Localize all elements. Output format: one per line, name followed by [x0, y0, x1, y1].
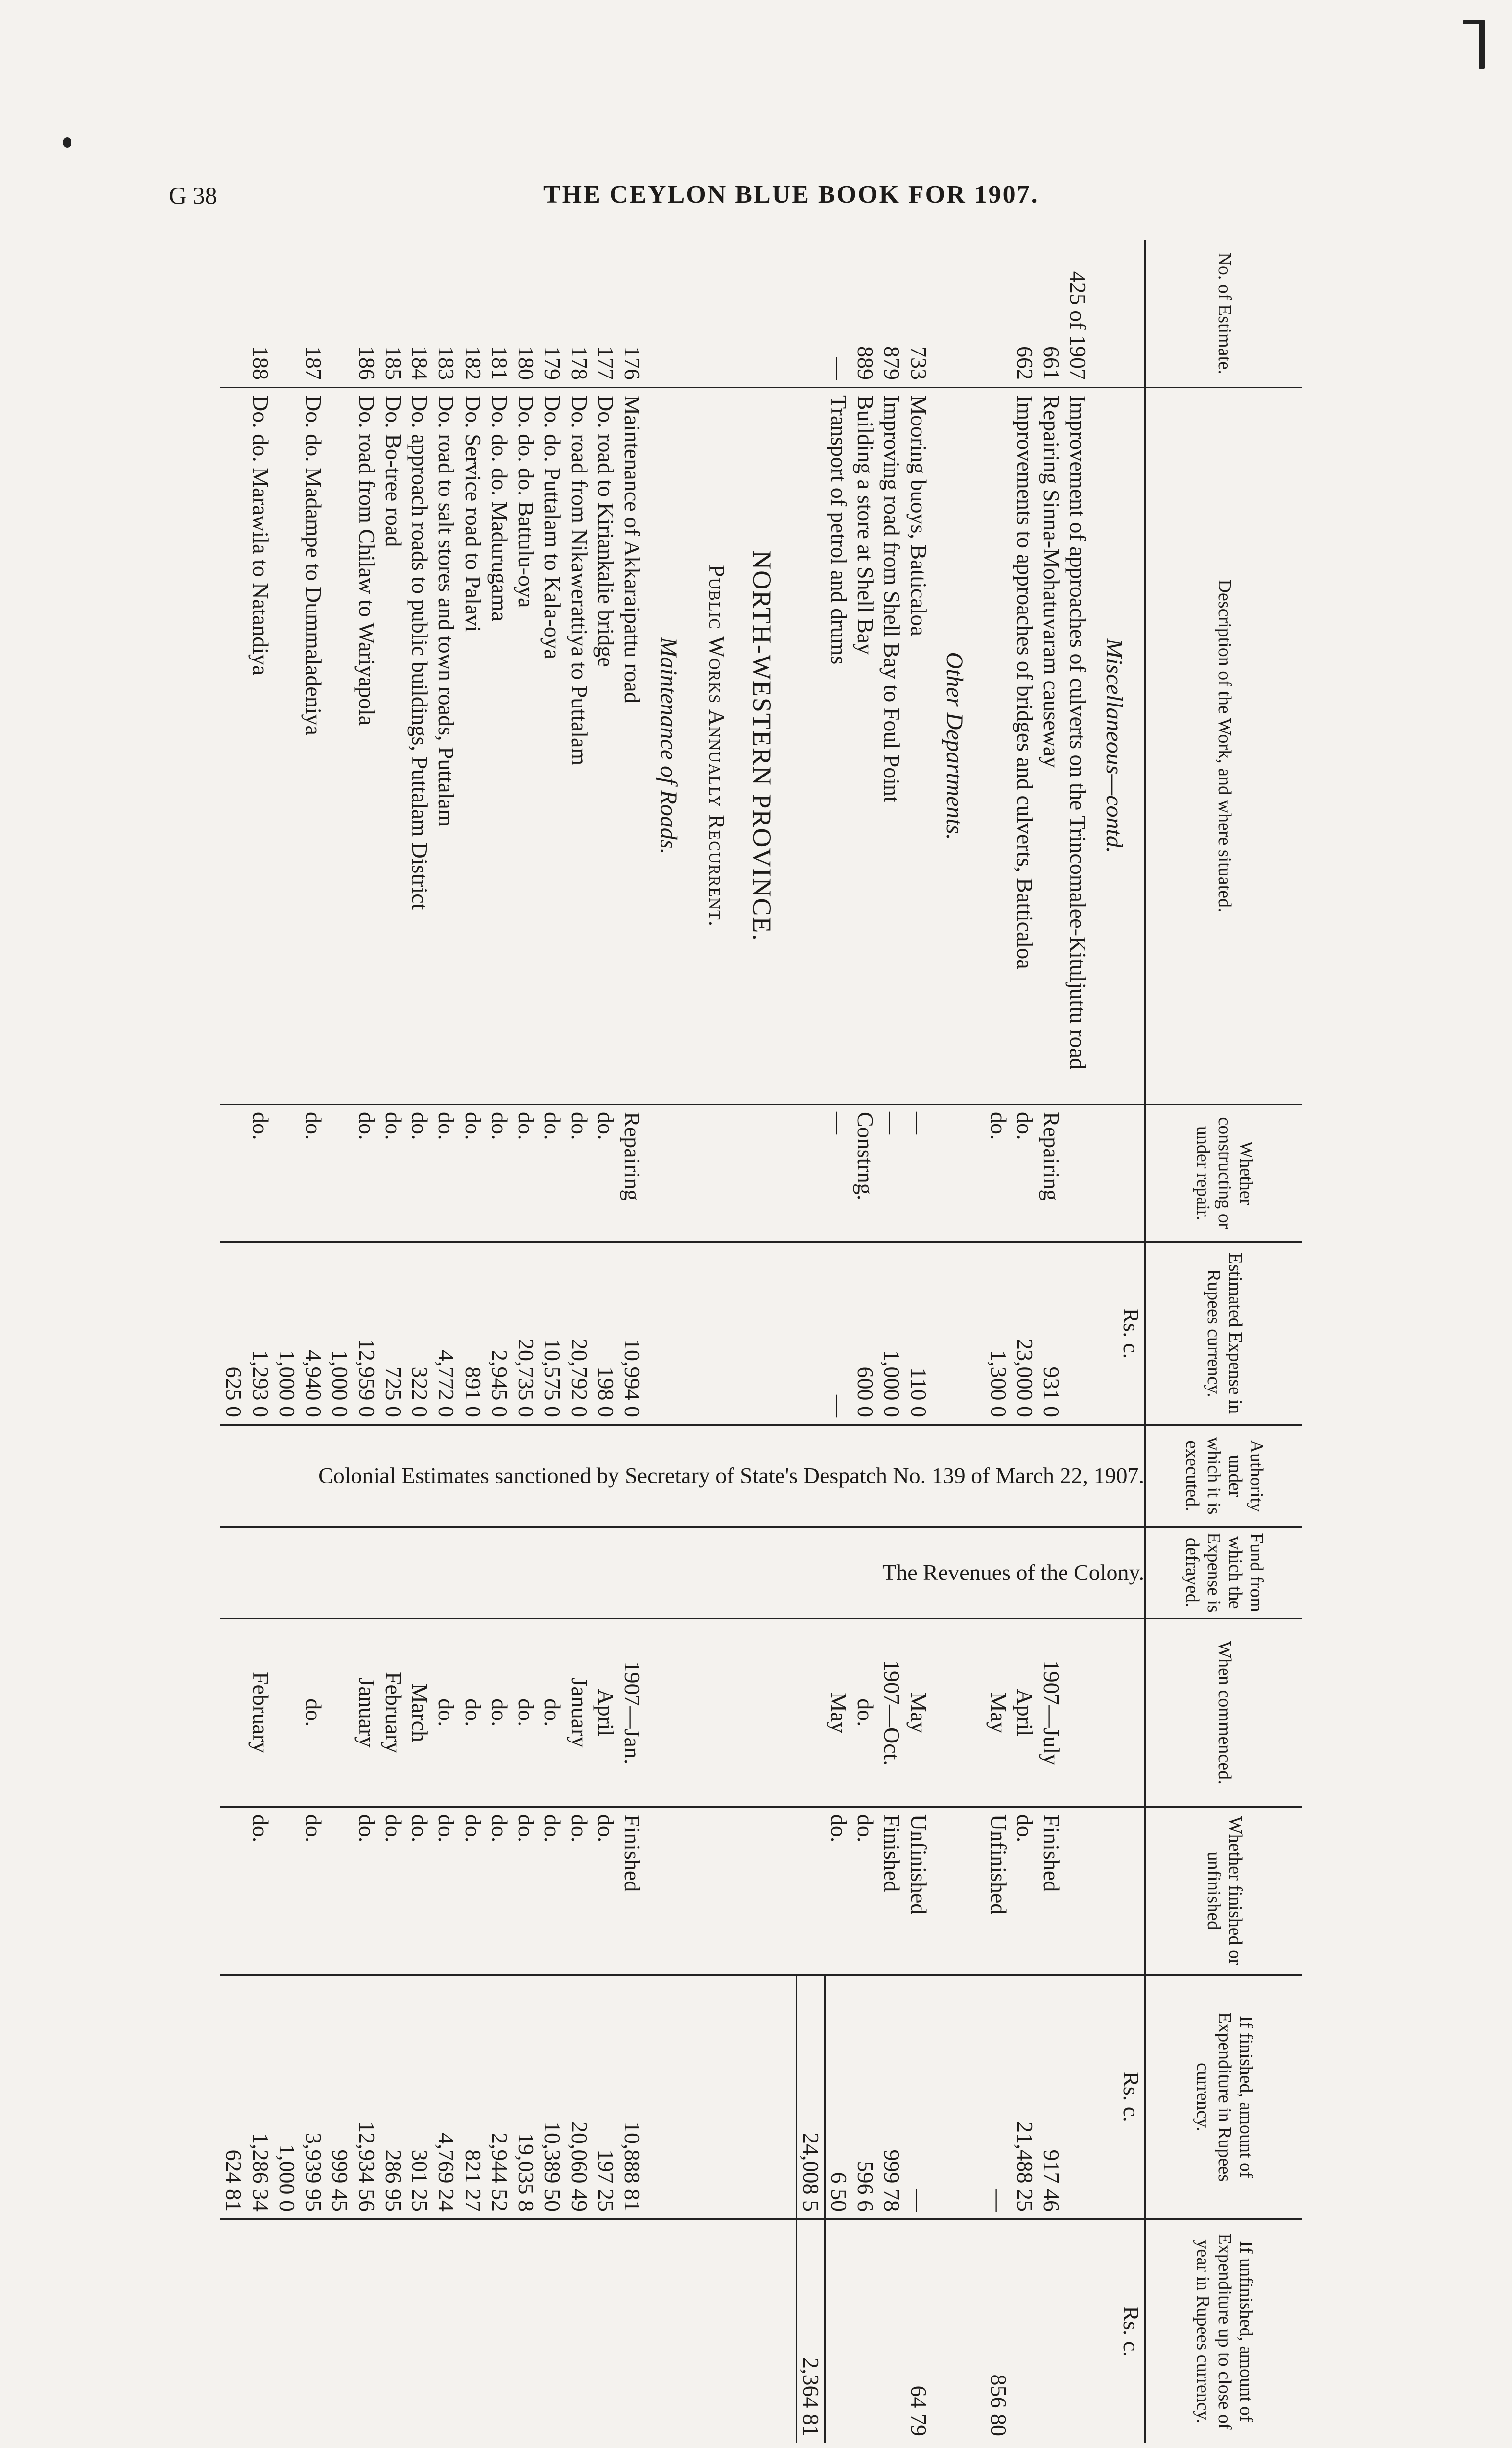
finished-status: Finished — [1038, 1807, 1064, 1975]
page-title: THE CEYLON BLUE BOOK FOR 1907. — [543, 181, 1039, 209]
table-row — [513, 240, 539, 2443]
estimate-number: 181 — [487, 346, 512, 380]
unfinished-amount — [878, 2219, 905, 2443]
finished-status: do. — [592, 1807, 619, 1975]
unfinished-amount — [539, 2219, 566, 2443]
repair-status: do. — [406, 1105, 433, 1242]
section-row — [645, 240, 699, 2443]
repair-status: do. — [592, 1105, 619, 1242]
finished-status: do. — [247, 1807, 273, 1975]
estimate-number: 188 — [248, 346, 273, 380]
ink-mark — [1479, 20, 1485, 69]
repair-status — [220, 1105, 247, 1242]
table-row — [247, 240, 273, 2443]
finished-status: do. — [852, 1807, 878, 1975]
estimated-expense — [1064, 1242, 1091, 1425]
commenced-date: do. — [433, 1619, 459, 1807]
finished-amount: 301 25 — [406, 1975, 433, 2219]
estimate-number: 180 — [514, 346, 539, 380]
finished-status: do. — [300, 1807, 327, 1975]
authority-cell — [220, 1425, 1145, 1527]
currency-label-est: Rs. c. — [1091, 1242, 1145, 1425]
finished-amount: 1,286 34 — [247, 1975, 273, 2219]
section-province: NORTH-WESTERN PROVINCE. — [737, 388, 797, 1105]
repair-status: — — [905, 1105, 931, 1242]
estimate-number: 179 — [540, 346, 566, 380]
finished-status: do. — [539, 1807, 566, 1975]
commenced-date: do. — [300, 1619, 327, 1807]
unfinished-amount — [327, 2219, 353, 2443]
spacer-cell — [737, 1975, 797, 2219]
work-description: Improvement of approaches of culverts on the Trincomalee-Kituljuttu road — [1064, 388, 1091, 1105]
work-description: Do. approach roads to public buildings, Puttalam District — [406, 388, 433, 1105]
finished-amount: 6 50 — [825, 1975, 852, 2219]
finished-amount: 12,934 56 — [353, 1975, 379, 2219]
section-row — [699, 240, 737, 2443]
spacer-cell — [737, 1619, 797, 1807]
spacer-cell — [699, 1242, 737, 1425]
table-row — [592, 240, 619, 2443]
col-header-description: Description of the Work, and where situated. — [1145, 388, 1303, 1105]
estimated-expense: 20,792 0 — [566, 1242, 592, 1425]
spacer-cell — [797, 240, 825, 388]
table-row — [1012, 240, 1038, 2443]
section-misc: Miscellaneous—contd. — [1091, 388, 1145, 1105]
estimated-expense: 600 0 — [852, 1242, 878, 1425]
finished-status: do. — [406, 1807, 433, 1975]
spacer-cell — [737, 2219, 797, 2443]
estimated-expense: 2,945 0 — [486, 1242, 513, 1425]
commenced-date: April — [592, 1619, 619, 1807]
unfinished-total: 2,364 81 — [797, 2219, 825, 2443]
estimate-number: 184 — [407, 346, 433, 380]
authority-text: Colonial Estimates sanctioned by Secretary of State's Despatch No. 139 of March 22, 1907. — [318, 1463, 1144, 1488]
finished-status — [1064, 1807, 1091, 1975]
work-description — [220, 388, 247, 1105]
estimated-expense: 1,300 0 — [985, 1242, 1011, 1425]
unfinished-amount — [274, 2219, 300, 2443]
estimate-number: 182 — [460, 346, 486, 380]
estimate-number — [327, 240, 353, 388]
repair-status — [1064, 1105, 1091, 1242]
table-row — [486, 240, 513, 2443]
work-description: Building a store at Shell Bay — [852, 388, 878, 1105]
commenced-date — [327, 1619, 353, 1807]
spacer-cell — [737, 1807, 797, 1975]
repair-status — [327, 1105, 353, 1242]
estimate-number: 425 of 1907 — [1065, 271, 1091, 380]
finished-amount: 821 27 — [459, 1975, 486, 2219]
table-row — [825, 240, 852, 2443]
work-description: Do. do. Puttalam to Kala-oya — [539, 388, 566, 1105]
table-row — [1064, 240, 1091, 2443]
col-header-authority: Authority under which it is executed. — [1145, 1425, 1303, 1527]
finished-amount: 20,060 49 — [566, 1975, 592, 2219]
finished-amount: 10,389 50 — [539, 1975, 566, 2219]
unfinished-amount — [852, 2219, 878, 2443]
col-header-constructing: Whether constructing or under repair. — [1145, 1105, 1303, 1242]
col-header-fund: Fund from which the Expense is defrayed. — [1145, 1527, 1303, 1618]
work-description: Do. road to salt stores and town roads, Puttalam — [433, 388, 459, 1105]
section-recurrent: Public Works Annually Recurrent. — [699, 388, 737, 1105]
spacer-cell — [797, 1242, 825, 1425]
unfinished-amount — [1064, 2219, 1091, 2443]
commenced-date: February — [247, 1619, 273, 1807]
work-description: Transport of petrol and drums — [825, 388, 852, 1105]
finished-amount: 4,769 24 — [433, 1975, 459, 2219]
spacer-cell — [699, 1807, 737, 1975]
finished-amount: 999 45 — [327, 1975, 353, 2219]
finished-status: do. — [566, 1807, 592, 1975]
table-row — [433, 240, 459, 2443]
fund-cell — [220, 1527, 1145, 1618]
repair-status: do. — [247, 1105, 273, 1242]
table-header-row — [1145, 240, 1303, 2443]
col-header-commenced: When commenced. — [1145, 1619, 1303, 1807]
unfinished-amount: 856 80 — [985, 2219, 1011, 2443]
unfinished-amount — [619, 2219, 645, 2443]
table-row — [406, 240, 433, 2443]
work-description — [327, 388, 353, 1105]
unfinished-amount — [825, 2219, 852, 2443]
estimate-number: 176 — [620, 346, 645, 380]
work-description: Improving road from Shell Bay to Foul Point — [878, 388, 905, 1105]
col-header-status: Whether finished or unfinished — [1145, 1807, 1303, 1975]
section-roads: Maintenance of Roads. — [645, 388, 699, 1105]
table-row — [459, 240, 486, 2443]
estimated-expense: 4,772 0 — [433, 1242, 459, 1425]
table-row — [539, 240, 566, 2443]
work-description: Do. do. do. Battulu-oya — [513, 388, 539, 1105]
spacer-cell — [737, 240, 797, 388]
spacer-cell — [797, 1807, 825, 1975]
spacer-cell — [645, 1242, 699, 1425]
finished-status — [327, 1807, 353, 1975]
totals-row — [797, 240, 825, 2443]
work-description: Do. do. Madampe to Dummaladeniya — [300, 388, 327, 1105]
repair-status: do. — [353, 1105, 379, 1242]
table-row — [274, 240, 300, 2443]
finished-amount: 596 6 — [852, 1975, 878, 2219]
finished-status: do. — [486, 1807, 513, 1975]
estimate-number: 733 — [906, 346, 931, 380]
estimated-expense: 891 0 — [459, 1242, 486, 1425]
table-row — [300, 240, 327, 2443]
repair-status: do. — [300, 1105, 327, 1242]
finished-amount: 2,944 52 — [486, 1975, 513, 2219]
estimated-expense: 10,994 0 — [619, 1242, 645, 1425]
finished-status: do. — [825, 1807, 852, 1975]
ink-speck — [63, 137, 71, 148]
table-row — [327, 240, 353, 2443]
finished-status: Unfinished — [905, 1807, 931, 1975]
commenced-date — [1064, 1619, 1091, 1807]
repair-status: Repairing — [1038, 1105, 1064, 1242]
table-row — [353, 240, 379, 2443]
commenced-date: 1907—Oct. — [878, 1619, 905, 1807]
estimate-number: 185 — [380, 346, 406, 380]
repair-status: do. — [985, 1105, 1011, 1242]
commenced-date: do. — [513, 1619, 539, 1807]
currency-label-fin: Rs. c. — [1091, 1975, 1145, 2219]
estimated-expense: 110 0 — [905, 1242, 931, 1425]
spacer-cell — [932, 1619, 985, 1807]
unfinished-amount — [486, 2219, 513, 2443]
spacer-cell — [699, 1619, 737, 1807]
repair-status: do. — [433, 1105, 459, 1242]
spacer-cell — [645, 1975, 699, 2219]
estimated-expense: 1,293 0 — [247, 1242, 273, 1425]
commenced-date — [274, 1619, 300, 1807]
commenced-date: May — [905, 1619, 931, 1807]
table-row — [905, 240, 931, 2443]
col-header-estimated: Estimated Expense in Rupees currency. — [1145, 1242, 1303, 1425]
commenced-date: May — [825, 1619, 852, 1807]
finished-amount: 917 46 — [1038, 1975, 1064, 2219]
spacer-cell — [932, 1975, 985, 2219]
repair-status: do. — [486, 1105, 513, 1242]
estimates-table-rotated — [176, 240, 1302, 2443]
unfinished-amount — [406, 2219, 433, 2443]
table-row — [619, 240, 645, 2443]
estimate-number: 186 — [354, 346, 379, 380]
rotated-table-area — [176, 240, 1512, 2436]
commenced-date: do. — [459, 1619, 486, 1807]
finished-amount: 999 78 — [878, 1975, 905, 2219]
fund-text: The Revenues of the Colony. — [882, 1559, 1144, 1585]
currency-label-unfin: Rs. c. — [1091, 2219, 1145, 2443]
unfinished-amount — [247, 2219, 273, 2443]
estimate-number: 889 — [853, 346, 878, 380]
estimated-expense: 931 0 — [1038, 1242, 1064, 1425]
estimates-table — [220, 240, 1302, 2443]
commenced-date: 1907—Jan. — [619, 1619, 645, 1807]
estimated-expense: 625 0 — [220, 1242, 247, 1425]
work-description: Do. Service road to Palavi — [459, 388, 486, 1105]
table-row — [1038, 240, 1064, 2443]
unfinished-amount — [513, 2219, 539, 2443]
finished-status: Finished — [878, 1807, 905, 1975]
estimated-expense: 198 0 — [592, 1242, 619, 1425]
finished-status: do. — [459, 1807, 486, 1975]
repair-status: — — [825, 1105, 852, 1242]
section-row — [932, 240, 985, 2443]
estimated-expense: 322 0 — [406, 1242, 433, 1425]
estimated-expense: 1,000 0 — [274, 1242, 300, 1425]
estimate-number: 879 — [879, 346, 905, 380]
finished-amount: 624 81 — [220, 1975, 247, 2219]
spacer-cell — [699, 240, 737, 388]
finished-status: do. — [1012, 1807, 1038, 1975]
estimate-number — [985, 240, 1011, 388]
section-other: Other Departments. — [932, 388, 985, 1105]
table-row — [985, 240, 1011, 2443]
estimate-number: 662 — [1012, 346, 1038, 380]
repair-status: do. — [566, 1105, 592, 1242]
spacer-cell — [645, 240, 699, 388]
unfinished-amount — [353, 2219, 379, 2443]
work-description: Do. do. do. Madurugama — [486, 388, 513, 1105]
finished-amount: 286 95 — [380, 1975, 406, 2219]
commenced-date: January — [353, 1619, 379, 1807]
finished-status: Unfinished — [985, 1807, 1011, 1975]
spacer-cell — [932, 240, 985, 388]
finished-amount: 197 25 — [592, 1975, 619, 2219]
commenced-date: February — [380, 1619, 406, 1807]
finished-amount: 19,035 8 — [513, 1975, 539, 2219]
unfinished-amount — [459, 2219, 486, 2443]
spacer-cell — [645, 2219, 699, 2443]
table-row — [220, 240, 247, 2443]
table-row — [380, 240, 406, 2443]
unfinished-amount — [1012, 2219, 1038, 2443]
work-description: Mooring buoys, Batticaloa — [905, 388, 931, 1105]
unfinished-amount — [592, 2219, 619, 2443]
estimated-expense: 12,959 0 — [353, 1242, 379, 1425]
finished-total: 24,008 5 — [797, 1975, 825, 2219]
unfinished-amount — [300, 2219, 327, 2443]
commenced-date: do. — [486, 1619, 513, 1807]
work-description — [985, 388, 1011, 1105]
spacer-cell — [797, 388, 825, 1105]
unfinished-amount — [380, 2219, 406, 2443]
estimated-expense: 725 0 — [380, 1242, 406, 1425]
commenced-date: March — [406, 1619, 433, 1807]
commenced-date: do. — [852, 1619, 878, 1807]
spacer-cell — [699, 1975, 737, 2219]
work-description: Do. road to Kiriankalie bridge — [592, 388, 619, 1105]
finished-status: do. — [513, 1807, 539, 1975]
repair-status: do. — [459, 1105, 486, 1242]
col-header-no: No. of Estimate. — [1145, 240, 1303, 388]
table-row — [566, 240, 592, 2443]
repair-status: do. — [380, 1105, 406, 1242]
spacer-cell — [797, 1105, 825, 1242]
estimate-number: 177 — [593, 346, 618, 380]
table-row — [852, 240, 878, 2443]
finished-status: Finished — [619, 1807, 645, 1975]
spacer-cell — [932, 1807, 985, 1975]
unfinished-amount — [220, 2219, 247, 2443]
repair-status: do. — [539, 1105, 566, 1242]
spacer-cell — [932, 1242, 985, 1425]
work-description: Maintenance of Akkaraipattu road — [619, 388, 645, 1105]
commenced-date: May — [985, 1619, 1011, 1807]
unfinished-amount — [1038, 2219, 1064, 2443]
estimated-expense: — — [825, 1242, 852, 1425]
col-header-finished-amount: If finished, amount of Expenditure in Rupees currency. — [1145, 1975, 1303, 2219]
repair-status: — — [878, 1105, 905, 1242]
unfinished-amount — [566, 2219, 592, 2443]
repair-status — [274, 1105, 300, 1242]
finished-status: do. — [433, 1807, 459, 1975]
estimate-number: 661 — [1039, 346, 1064, 380]
repair-status: do. — [1012, 1105, 1038, 1242]
col-header-unfinished-amount: If unfinished, amount of Expenditure up to close of year in Rupees currency. — [1145, 2219, 1303, 2443]
spacer-cell — [737, 1105, 797, 1242]
unfinished-amount: 64 79 — [905, 2219, 931, 2443]
spacer-cell — [797, 1619, 825, 1807]
spacer-cell — [645, 1807, 699, 1975]
finished-amount: 1,000 0 — [274, 1975, 300, 2219]
estimated-expense: 4,940 0 — [300, 1242, 327, 1425]
estimate-number: 183 — [434, 346, 459, 380]
finished-amount: 21,488 25 — [1012, 1975, 1038, 2219]
currency-row — [1091, 240, 1145, 2443]
finished-amount — [1064, 1975, 1091, 2219]
commenced-date: January — [566, 1619, 592, 1807]
finished-status: do. — [380, 1807, 406, 1975]
finished-amount: — — [985, 1975, 1011, 2219]
page-reference: G 38 — [169, 182, 217, 209]
repair-status: Constrng. — [852, 1105, 878, 1242]
spacer-cell — [932, 2219, 985, 2443]
work-description: Do. do. Marawila to Natandiya — [247, 388, 273, 1105]
estimate-number — [220, 240, 247, 388]
work-description — [274, 388, 300, 1105]
estimate-number: 178 — [567, 346, 592, 380]
section-row — [737, 240, 797, 2443]
spacer-cell — [699, 2219, 737, 2443]
finished-amount: — — [905, 1975, 931, 2219]
estimated-expense: 23,000 0 — [1012, 1242, 1038, 1425]
spacer-cell — [737, 1242, 797, 1425]
finished-status — [274, 1807, 300, 1975]
work-description: Improvements to approaches of bridges and culverts, Batticaloa — [1012, 388, 1038, 1105]
work-description: Repairing Sinna-Mohatuvaram causeway — [1038, 388, 1064, 1105]
finished-amount: 10,888 81 — [619, 1975, 645, 2219]
finished-amount: 3,939 95 — [300, 1975, 327, 2219]
estimate-number — [274, 240, 300, 388]
work-description: Do. road from Nikawerattiya to Puttalam — [566, 388, 592, 1105]
estimated-expense: 1,000 0 — [327, 1242, 353, 1425]
estimated-expense: 1,000 0 — [878, 1242, 905, 1425]
unfinished-amount — [433, 2219, 459, 2443]
table-row — [878, 240, 905, 2443]
estimate-number: — — [826, 357, 851, 380]
spacer-cell — [932, 1105, 985, 1242]
commenced-date: April — [1012, 1619, 1038, 1807]
work-description: Do. Bo-tree road — [380, 388, 406, 1105]
spacer-cell — [645, 1105, 699, 1242]
commenced-date: 1907—July — [1038, 1619, 1064, 1807]
spacer-cell — [645, 1619, 699, 1807]
estimated-expense: 10,575 0 — [539, 1242, 566, 1425]
commenced-date — [220, 1619, 247, 1807]
repair-status: do. — [513, 1105, 539, 1242]
finished-status — [220, 1807, 247, 1975]
work-description: Do. road from Chilaw to Wariyapola — [353, 388, 379, 1105]
finished-status: do. — [353, 1807, 379, 1975]
commenced-date: do. — [539, 1619, 566, 1807]
estimated-expense: 20,735 0 — [513, 1242, 539, 1425]
spacer-cell — [699, 1105, 737, 1242]
estimate-number: 187 — [301, 346, 327, 380]
repair-status: Repairing — [619, 1105, 645, 1242]
